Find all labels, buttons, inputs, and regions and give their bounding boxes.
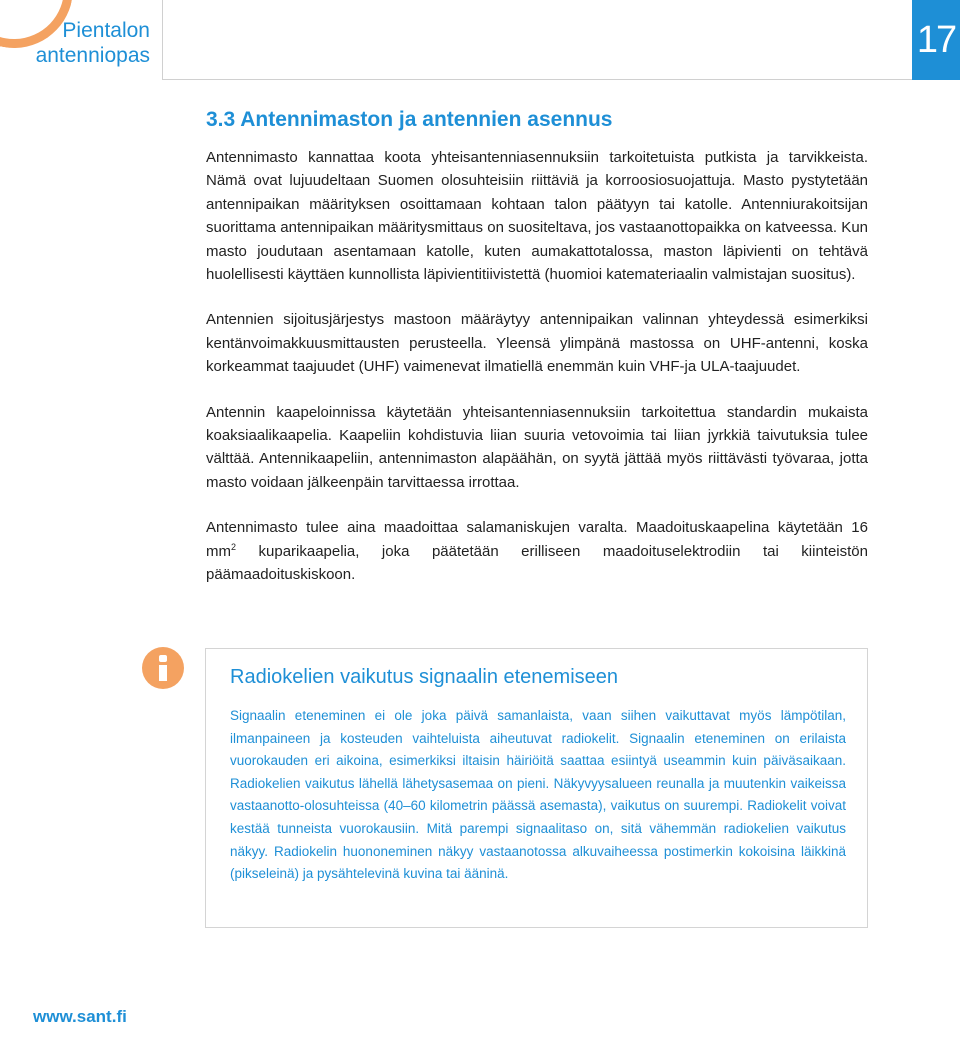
superscript-2: 2 bbox=[231, 541, 237, 552]
info-box bbox=[205, 648, 868, 928]
page-number: 17 bbox=[912, 0, 960, 80]
document-title-line1: Pientalon bbox=[62, 19, 150, 42]
info-box-body: Signaalin eteneminen ei ole joka päivä samanlaista, vaan siihen vaikuttavat myös lämpötilan, ilmanpaineen ja kosteuden vaihteluista aiheutuvat radiokelit. Signaalin eteneminen on erilaista vuorokauden eri aikoina, esimerkiksi iltaisin häiriöitä saattaa esiintyä useammin kuin päiväsaikaan. Radiokelien vaikutus lähellä lähetysasemaa on pieni. Näkyvyysalueen reunalla ja muutenkin vaikeissa vastaanotto-olosuhteissa (40–60 kilometrin päässä asemasta), vaikutus on suurempi. Radiokelit voivat kestää tunneista vuorokausiin. Mitä parempi signaalitaso on, sitä vähemmän radiokelien vaikutus näkyy. Radiokelin huononeminen näkyy vastaanotossa alkuvaiheessa postimerkin kokoisina läikkinä (pikseleinä) ja pysähtelevinä kuvina tai ääninä. bbox=[230, 708, 846, 882]
header-divider-vertical bbox=[162, 0, 163, 80]
grounding-text-start: Antennimasto tulee aina maadoittaa salamaniskujen varalta. Maadoituskaapelina käytetään 16 mm bbox=[206, 519, 868, 560]
main-text bbox=[206, 146, 868, 609]
paragraph: Antennin kaapeloinnissa käytetään yhteisantenniasennuksiin tarkoitettua standardin mukaista koaksiaalikaapelia. Kaapeliin kohdistuvia liian suuria vetovoimia tai liian jyrkkiä taivutuksia tulee välttää. Antennikaapeliin, antennimaston alapäähän, on syytä jättää myös riittävästi työvaraa, jotta masto voidaan jälkeenpäin tarvittaessa irrottaa. bbox=[206, 403, 868, 491]
grounding-text-end: kuparikaapelia, joka päätetään erilliseen maadoituselektrodiin tai kiinteistön päämaadoituskiskoon. bbox=[206, 542, 868, 584]
paragraph-grounding bbox=[206, 516, 868, 586]
document-title bbox=[0, 18, 150, 68]
section-heading: 3.3 Antennimaston ja antennien asennus bbox=[206, 108, 613, 131]
info-icon bbox=[142, 647, 184, 689]
document-title-line2: antenniopas bbox=[35, 44, 150, 67]
paragraph: Antennimasto kannattaa koota yhteisantenniasennuksiin tarkoitetuista putkista ja tarvikkeista. Nämä ovat lujuudeltaan Suomen olosuhteisiin riittäviä ja korroosiosuojattuja. Masto pystytetään antennipaikan määrityksen osoittamaan kohtaan talon päätyyn tai katolle. Antenniurakoitsijan suorittama antennipaikan määritysmittaus on suositeltava, jos vastaanottopaikka on katveessa. Kun masto joudutaan asentamaan katolle, kuten aumakattotalossa, maston läpivienti on tehtävä huolellisesti käyttäen kunnollista läpivientitiivistettä (huomioi katemateriaalin valmistajan suositus). bbox=[206, 149, 868, 284]
footer-website-link[interactable]: www.sant.fi bbox=[33, 1007, 127, 1026]
header-divider-horizontal bbox=[162, 79, 912, 80]
paragraph: Antennien sijoitusjärjestys mastoon määräytyy antennipaikan valinnan yhteydessä esimerkiksi kentänvoimakkuusmittausten perusteella. Yleensä ylimpänä mastossa on UHF-antenni, koska korkeammat taajuudet (UHF) vaimenevat ilmatiellä enemmän kuin VHF-ja ULA-taajuudet. bbox=[206, 311, 868, 376]
info-box-title: Radiokelien vaikutus signaalin etenemiseen bbox=[230, 666, 619, 688]
